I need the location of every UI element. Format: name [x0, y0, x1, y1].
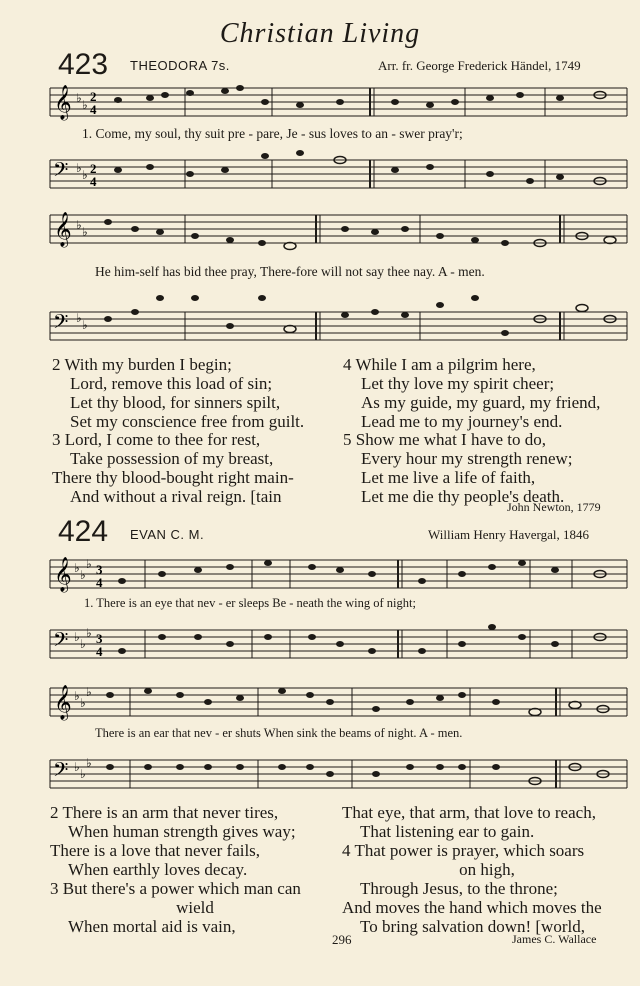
verse-3: 3 Lord, I come to thee for rest, Take possession of my breast, There thy blood-bought right main- And without a rival reign. [tain [52, 430, 294, 506]
svg-text:4: 4 [90, 102, 97, 117]
page-number: 296 [332, 932, 352, 947]
verse-line: wield [176, 898, 214, 917]
svg-text:♭: ♭ [82, 168, 88, 182]
svg-text:𝄢: 𝄢 [53, 630, 69, 656]
verse-line: on high, [459, 860, 515, 879]
lyrics-line: 1. There is an eye that nev - er sleeps Be - neath the wing of night; [84, 596, 416, 610]
svg-text:♭: ♭ [82, 318, 88, 332]
svg-text:♭: ♭ [86, 685, 92, 699]
tune-name: THEODORA 7s. [130, 58, 230, 73]
svg-text:♭: ♭ [80, 568, 86, 582]
svg-text:♭: ♭ [86, 557, 92, 571]
author-credit: John Newton, 1779 [507, 500, 601, 514]
svg-text:2: 2 [90, 89, 97, 104]
svg-text:4: 4 [90, 174, 97, 189]
music-staff-system [0, 145, 640, 200]
svg-text:𝄞: 𝄞 [54, 558, 72, 591]
composer-credit: William Henry Havergal, 1846 [428, 527, 589, 542]
verses-right-column [342, 803, 632, 936]
verse-line: Through Jesus, to the throne; [360, 879, 558, 898]
music-staff-system [0, 200, 640, 260]
verse-2: 2 With my burden I begin; Lord, remove this load of sin; Let thy blood, for sinners spilt, Set my conscience free from guilt. [52, 355, 305, 431]
verse-line: That listening ear to gain. [360, 822, 535, 841]
svg-text:4: 4 [96, 575, 103, 590]
svg-text:♭: ♭ [76, 311, 82, 325]
svg-text:♭: ♭ [74, 689, 80, 703]
svg-text:𝄞: 𝄞 [54, 86, 72, 119]
svg-text:♭: ♭ [82, 98, 88, 112]
section-title: Christian Living [219, 18, 421, 49]
verse-line: When earthly loves decay. [68, 860, 248, 879]
verse-line: 4 That power is prayer, which soars [342, 841, 585, 860]
svg-text:𝄢: 𝄢 [53, 160, 69, 186]
svg-text:♭: ♭ [82, 225, 88, 239]
verse-line: When mortal aid is vain, [68, 917, 236, 936]
svg-text:♭: ♭ [80, 637, 86, 651]
verse-line: 2 There is an arm that never tires, [50, 803, 279, 822]
verse-line: And moves the hand which moves the [342, 898, 602, 917]
hymn-number: 424 [58, 515, 109, 548]
svg-text:♭: ♭ [74, 561, 80, 575]
svg-text:♭: ♭ [76, 91, 82, 105]
lyrics-line: There is an ear that nev - er shuts When sink the beams of night. A - men. [95, 726, 463, 740]
music-staff-system [0, 745, 640, 795]
svg-text:4: 4 [96, 644, 103, 659]
svg-text:𝄞: 𝄞 [54, 686, 72, 719]
tune-name: EVAN C. M. [130, 527, 205, 542]
verse-line: There is a love that never fails, [50, 841, 261, 860]
svg-text:𝄞: 𝄞 [54, 213, 72, 246]
svg-text:2: 2 [90, 161, 97, 176]
lyrics-line: He him-self has bid thee pray, There-fore will not say thee nay. A - men. [95, 264, 485, 279]
svg-text:♭: ♭ [80, 767, 86, 781]
music-staff-system [0, 675, 640, 730]
music-staff-system [0, 615, 640, 670]
verses-left-column [50, 803, 340, 936]
svg-text:♭: ♭ [86, 756, 92, 770]
verse-4: 4 While I am a pilgrim here, Let thy love my spirit cheer; As my guide, my guard, my friend, Lead me to my journey's end. [343, 355, 601, 431]
verse-line: When human strength gives way; [68, 822, 296, 841]
verse-line: 3 But there's a power which man can [50, 879, 301, 898]
arranger-credit: Arr. fr. George Frederick Händel, 1749 [378, 58, 581, 73]
svg-text:♭: ♭ [74, 630, 80, 644]
svg-text:♭: ♭ [86, 626, 92, 640]
svg-text:♭: ♭ [80, 696, 86, 710]
svg-text:♭: ♭ [76, 218, 82, 232]
verse-line: To bring salvation down! [world, [360, 917, 585, 936]
svg-text:♭: ♭ [74, 760, 80, 774]
lyrics-line: 1. Come, my soul, thy suit pre - pare, Je - sus loves to an - swer pray'r; [82, 126, 463, 141]
hymn-number: 423 [58, 48, 109, 81]
svg-text:𝄢: 𝄢 [53, 312, 69, 338]
verse-5: 5 Show me what I have to do, Every hour my strength renew; Let me live a life of faith, Let me die thy people's death. [343, 430, 573, 506]
svg-text:3: 3 [96, 631, 103, 646]
music-staff-system [0, 285, 640, 345]
author-credit: James C. Wallace [512, 932, 597, 946]
verse-line: That eye, that arm, that love to reach, [342, 803, 596, 822]
svg-text:𝄢: 𝄢 [53, 760, 69, 786]
svg-text:♭: ♭ [76, 161, 82, 175]
svg-text:3: 3 [96, 562, 103, 577]
